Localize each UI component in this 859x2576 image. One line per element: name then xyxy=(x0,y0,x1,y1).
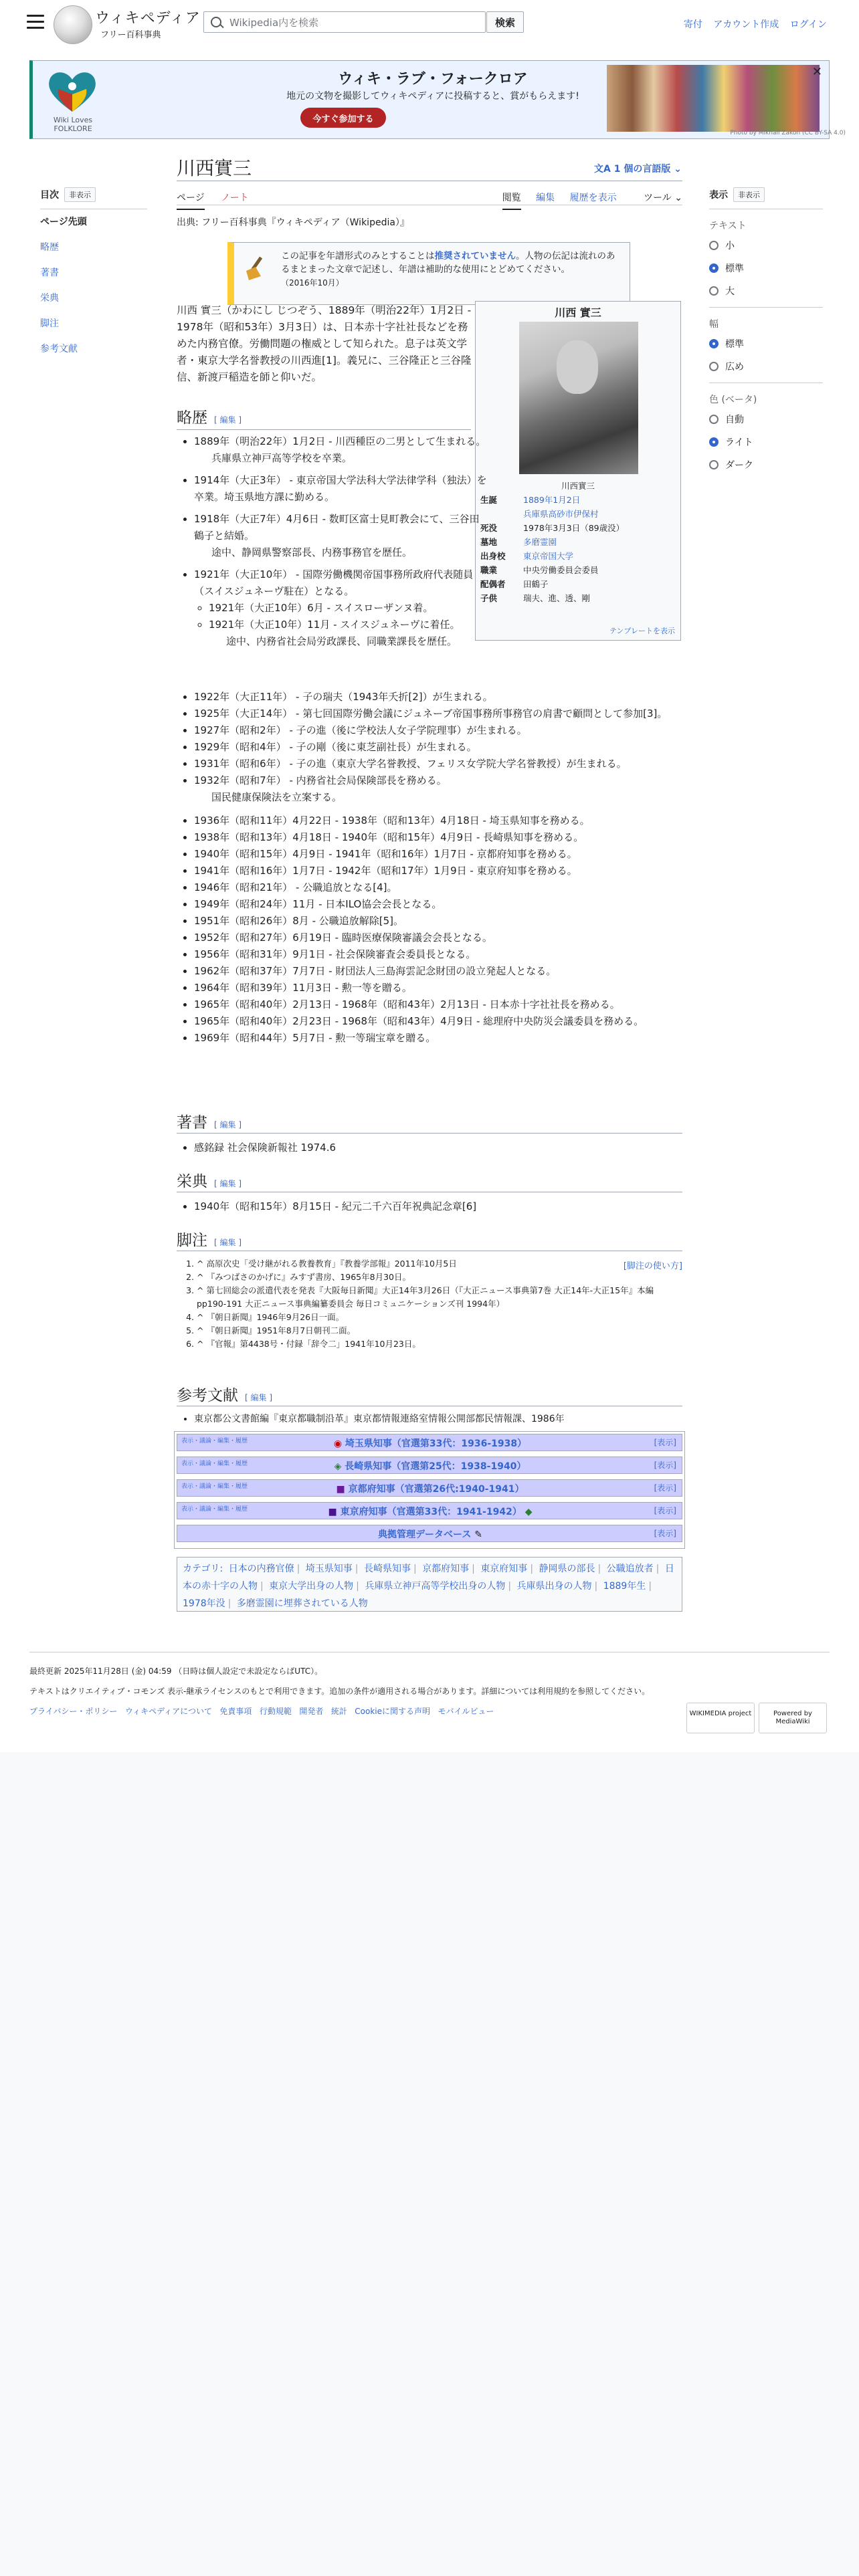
list-item-text: 1964年（昭和39年）11月3日 - 勲一等を贈る。 xyxy=(194,982,412,994)
list-item xyxy=(194,511,488,561)
footer-link[interactable]: 行動規範 xyxy=(259,1707,292,1716)
maintenance-notice xyxy=(227,242,630,305)
infobox-title: 川西 實三 xyxy=(555,306,601,319)
notes-list xyxy=(177,1257,665,1351)
section-heading-refs xyxy=(177,1383,272,1405)
list-item xyxy=(194,1013,702,1030)
lead-paragraph: 川西 實三（かわにし じつぞう、1889年（明治22年）1月2日 - 1978年（昭和53年）3月3日）は、日本赤十字社社長などを務めた内務官僚。労働問題の権威として知られた。息子は英文学者・東京大学名誉教授の川西進[1]。義兄に、三谷隆正と三谷隆信、新渡戸稲造を師と仰いだ。 xyxy=(177,304,472,383)
navbox-title-link[interactable]: 長崎県知事（官選第25代：1938-1940） xyxy=(345,1461,527,1472)
footer-links xyxy=(29,1701,672,1721)
list-item xyxy=(194,433,488,467)
banner-photo-caption: Photo by Mikhail Zakon (CC BY-SA 4.0) xyxy=(730,130,846,136)
infobox-key: 配偶者 xyxy=(480,579,506,589)
flag-icon: ◆ xyxy=(521,1507,533,1517)
view-tabs xyxy=(490,191,682,204)
category-link[interactable]: 静岡県の部長 xyxy=(539,1564,595,1574)
category-link[interactable]: 1889年生 xyxy=(603,1581,646,1592)
footer-link[interactable]: 免責事項 xyxy=(219,1707,252,1716)
list-item xyxy=(194,566,488,650)
logo-title: ウィキペディア xyxy=(95,10,201,27)
navbox-vte-links[interactable]: 表示・議論・編集・履歴 xyxy=(181,1483,248,1490)
list-item-text: 1918年（大正7年）4月6日 - 数町区富士見町教会にて、三谷田鶴子と結婚。 xyxy=(194,513,480,542)
toc-heading xyxy=(40,187,147,202)
separator: | xyxy=(648,1581,652,1592)
tab-tools-label: ツール xyxy=(644,193,672,203)
navbox-title[interactable] xyxy=(177,1482,683,1495)
search-box xyxy=(203,11,486,33)
navbox xyxy=(177,1502,682,1519)
list-item-text: 1914年（大正3年） - 東京帝国大学法科大学法律学科（独法）を卒業。埼玉県地方課に勤める。 xyxy=(194,474,487,503)
infobox-key: 死没 xyxy=(480,523,498,533)
tab-read[interactable]: 閲覧 xyxy=(502,193,521,210)
infobox-row xyxy=(480,563,678,577)
notes-help-link[interactable]: [脚注の使い方] xyxy=(623,1261,682,1271)
tab-tools[interactable]: ツール ⌄ xyxy=(644,193,682,203)
radio-label: 広め xyxy=(725,362,744,372)
infobox-value: 中央労働委員会委員 xyxy=(523,565,599,575)
category-link[interactable]: 兵庫県立神戸高等学校出身の人物 xyxy=(365,1581,506,1592)
edit-label: 編集 xyxy=(219,1179,236,1188)
infobox-value[interactable]: 1889年1月2日 xyxy=(523,495,581,505)
list-item-text: 1962年（昭和37年）7月7日 - 財団法人三島海雲記念財団の設立発起人となる。 xyxy=(194,965,557,977)
infobox-row xyxy=(480,591,678,605)
radio-label: 小 xyxy=(725,241,735,251)
category-link[interactable]: 日本の赤十字の人物 xyxy=(183,1564,674,1592)
radio-width-wide[interactable] xyxy=(709,360,823,373)
appearance-heading xyxy=(709,187,823,202)
navbox xyxy=(177,1457,682,1474)
search-icon xyxy=(211,17,221,27)
navbox-show-button[interactable]: [表示] xyxy=(654,1483,676,1493)
list-item-sub: 途中、内務省社会局労政課長、同職業課長を歴任。 xyxy=(226,635,458,647)
list-item xyxy=(194,706,702,722)
list-item-text: 1925年（大正14年） - 第七回国際労働会議にジュネーブ帝国事務所事務官の肩書で顧問として参加[3]。 xyxy=(194,708,668,720)
category-link[interactable]: 兵庫県出身の人物 xyxy=(516,1581,592,1592)
navbox-vte-links[interactable]: 表示・議論・編集・履歴 xyxy=(181,1461,248,1467)
flag-icon: ■ xyxy=(328,1507,341,1517)
license-text: テキストはクリエイティブ・コモンズ 表示-継承ライセンスのもとで利用できます。追加の条件が適用される場合があります。詳細については利用規約を参照してください。 xyxy=(29,1687,650,1696)
edit-label: 編集 xyxy=(250,1393,267,1402)
radio-text-small[interactable] xyxy=(709,239,823,252)
list-item xyxy=(194,879,702,896)
section-heading-notes xyxy=(177,1228,242,1250)
toc-item-refs[interactable]: 参考文献 xyxy=(40,344,78,354)
category-link[interactable]: 京都府知事 xyxy=(422,1564,470,1574)
navbox-show-button[interactable]: [表示] xyxy=(654,1506,676,1515)
separator: | xyxy=(472,1564,475,1574)
infobox-row xyxy=(480,577,678,591)
honors-list xyxy=(177,1198,702,1215)
radio-text-large[interactable] xyxy=(709,284,823,298)
career-list-b xyxy=(177,689,702,1047)
list-item-text: 1936年（昭和11年）4月22日 - 1938年（昭和13年）4月18日 - 埼玉県知事を務める。 xyxy=(194,815,590,827)
list-item-text: 1929年（昭和4年） - 子の剛（後に東芝副社長）が生まれる。 xyxy=(194,741,477,753)
navbox-show-button[interactable]: [表示] xyxy=(654,1529,676,1538)
login-link[interactable]: ログイン xyxy=(789,19,827,30)
section-title: 参考文献 xyxy=(177,1387,238,1404)
logo-subtitle: フリー百科事典 xyxy=(100,30,161,40)
footer-link[interactable]: プライバシー・ポリシー xyxy=(29,1707,118,1716)
mediawiki-badge[interactable]: Powered by MediaWiki xyxy=(759,1703,827,1733)
infobox-value: 1978年3月3日（89歳没） xyxy=(523,523,625,533)
divider xyxy=(177,1133,682,1134)
tab-edit[interactable]: 編集 xyxy=(536,193,555,203)
radio-width-standard[interactable] xyxy=(709,337,823,350)
navbox xyxy=(177,1479,682,1497)
category-link[interactable]: 公職追放者 xyxy=(606,1564,654,1574)
navbox-title-link[interactable]: 埼玉県知事（官選第33代：1936-1938） xyxy=(345,1438,527,1449)
list-item xyxy=(194,829,702,846)
list-item xyxy=(194,846,702,863)
navbox-title[interactable] xyxy=(177,1436,683,1450)
list-item-text: 1940年（昭和15年）4月9日 - 1941年（昭和16年）1月7日 - 京都府知事を務める。 xyxy=(194,848,577,860)
list-item-text: 1969年（昭和44年）5月7日 - 勲一等瑞宝章を贈る。 xyxy=(194,1032,436,1044)
radio-label: 自動 xyxy=(725,415,744,425)
infobox-key: 墓地 xyxy=(480,537,498,547)
list-item xyxy=(194,980,702,996)
nested-list xyxy=(194,600,488,650)
navbox-title-link[interactable]: 典拠管理データベース xyxy=(378,1529,472,1540)
category-link[interactable]: 1978年没 xyxy=(183,1598,225,1609)
list-item-sub: 途中、静岡県警察部長、内務事務官を歴任。 xyxy=(211,546,413,558)
appearance-panel xyxy=(709,187,823,481)
infobox-key: 生誕 xyxy=(480,495,498,505)
list-item-text: 1921年（大正10年）6月 - スイスローザンヌ着。 xyxy=(209,602,434,614)
toc-item-notes[interactable]: 脚注 xyxy=(40,318,59,329)
site-header xyxy=(0,0,859,47)
navbox xyxy=(177,1525,682,1542)
list-item xyxy=(194,739,702,756)
user-links xyxy=(676,17,827,31)
list-item: 1. ^ 高原次史「受け継がれる教養教育」『教養学部報』2011年10月5日 xyxy=(197,1257,665,1271)
list-item-sub: 兵庫県立神戸高等学校を卒業。 xyxy=(211,452,353,464)
logo-wordmark[interactable] xyxy=(95,7,201,40)
infobox-row xyxy=(480,549,678,563)
separator: | xyxy=(296,1564,300,1574)
wikimedia-badge[interactable]: WIKIMEDIA project xyxy=(686,1703,755,1733)
list-item-text: 1949年（昭和24年）11月 - 日本ILO協会会長となる。 xyxy=(194,898,442,910)
list-item xyxy=(194,996,702,1013)
category-link[interactable]: 埼玉県知事 xyxy=(305,1564,353,1574)
list-item-text: 1931年（昭和6年） - 子の進（東京大学名誉教授、フェリス女学院大学名誉教授）が生まれる。 xyxy=(194,758,627,770)
list-item xyxy=(194,863,702,879)
navbox-title-link[interactable]: 東京府知事（官選第33代：1941-1942） xyxy=(340,1507,522,1517)
section-heading-books xyxy=(177,1110,242,1132)
page-footer xyxy=(29,1661,672,1721)
appearance-hide-button[interactable]: 非表示 xyxy=(733,187,765,202)
navbox-show-button[interactable]: [表示] xyxy=(654,1438,676,1447)
list-item-text: 1938年（昭和13年）4月18日 - 1940年（昭和15年）4月9日 - 長崎県知事を務める。 xyxy=(194,831,584,843)
list-item: • 東京都公文書館編『東京都職制沿革』東京都情報連絡室情報公開部都民情報課、1986年 xyxy=(194,1411,702,1428)
tab-talk[interactable]: ノート xyxy=(221,193,249,203)
section-edit-link[interactable]: [ 編集 ] xyxy=(214,1179,242,1188)
search-input[interactable] xyxy=(228,15,478,31)
category-link[interactable]: 東京大学出身の人物 xyxy=(269,1581,354,1592)
site-sub: 出典: フリー百科事典『ウィキペディア（Wikipedia）』 xyxy=(177,217,409,228)
radio-color-dark[interactable] xyxy=(709,458,823,471)
section-edit-link[interactable]: [ 編集 ] xyxy=(214,1238,242,1247)
edit-label: 編集 xyxy=(219,1120,236,1130)
list-item: • 1940年（昭和15年）8月15日 - 紀元二千六百年祝典記念章[6] xyxy=(194,1198,702,1215)
flag-icon: ■ xyxy=(336,1484,349,1495)
list-item-text: 1889年（明治22年）1月2日 - 川西種臣の二男として生まれる。 xyxy=(194,435,486,447)
section-title: 脚注 xyxy=(177,1232,207,1249)
infobox-key: 子供 xyxy=(480,593,498,603)
width-label: 幅 xyxy=(709,319,719,330)
career-list-a xyxy=(177,433,488,650)
list-item xyxy=(194,913,702,930)
radio-text-standard[interactable] xyxy=(709,261,823,275)
navbox-title[interactable] xyxy=(177,1505,683,1518)
list-item: 5. ^ 『朝日新聞』1951年8月7日朝刊二面。 xyxy=(197,1324,665,1337)
translate-icon: 文A xyxy=(594,164,614,175)
list-item xyxy=(194,472,488,506)
separator: | xyxy=(413,1564,417,1574)
section-edit-link[interactable]: [ 編集 ] xyxy=(214,1120,242,1130)
category-link[interactable]: 東京府知事 xyxy=(480,1564,528,1574)
page-title: 川西實三 xyxy=(177,157,252,179)
list-item xyxy=(194,772,702,806)
list-item xyxy=(209,600,488,617)
radio-color-light[interactable] xyxy=(709,435,823,449)
infobox-table xyxy=(480,493,678,605)
portrait-photo[interactable] xyxy=(519,322,638,474)
tab-history[interactable]: 履歴を表示 xyxy=(569,193,617,203)
navbox-title[interactable] xyxy=(177,1459,683,1473)
toc-item-honors[interactable]: 栄典 xyxy=(40,293,59,304)
list-item xyxy=(194,756,702,772)
list-item-text: 1927年（昭和2年） - 子の進（後に学校法人女子学院理事）が生まれる。 xyxy=(194,724,527,736)
broom-icon xyxy=(242,255,269,282)
wikipedia-globe-logo[interactable] xyxy=(54,5,92,44)
list-item: 2. ^ 『みつばさのかげに』みすず書房、1965年8月30日。 xyxy=(197,1271,665,1284)
chevron-down-icon: ⌄ xyxy=(670,164,682,175)
category-link[interactable]: 多磨霊園に埋葬されている人物 xyxy=(236,1598,368,1609)
separator: | xyxy=(260,1581,264,1592)
categories-label[interactable]: カテゴリ: xyxy=(183,1564,223,1574)
list-item-text: 1965年（昭和40年）2月23日 - 1968年（昭和43年）4月9日 - 総理府中央防災会議委員を務める。 xyxy=(194,1015,644,1027)
template-link-label[interactable]: テンプレートを表示 xyxy=(609,627,675,635)
list-item xyxy=(209,617,488,650)
toc-hide-button[interactable]: 非表示 xyxy=(64,187,96,202)
list-item-text: 1932年（昭和7年） - 内務省社会局保険部長を務める。 xyxy=(194,774,447,786)
infobox-value[interactable]: 多磨霊園 xyxy=(523,537,557,547)
list-item-text: 1956年（昭和31年）9月1日 - 社会保険審査会委員長となる。 xyxy=(194,948,476,960)
infobox-value[interactable]: 東京帝国大学 xyxy=(523,551,574,561)
list-item xyxy=(194,946,702,963)
notice-link[interactable]: 推奨されていません xyxy=(434,251,516,261)
list-item xyxy=(194,722,702,739)
template-link[interactable] xyxy=(609,625,675,636)
list-item xyxy=(194,1030,702,1047)
notice-text-2: 。人物の伝記は流れのあるまとまった文章で記述し、年譜は補助的な使用にとどめてください。 xyxy=(281,251,615,275)
section-title: 著書 xyxy=(177,1114,207,1132)
list-item xyxy=(194,963,702,980)
radio-label: 標準 xyxy=(725,339,744,350)
infobox-key: 職業 xyxy=(480,565,498,575)
banner-logo-text: Wiki Loves FOLKLORE xyxy=(53,116,93,133)
pencil-icon[interactable]: ✎ xyxy=(471,1529,482,1540)
toc-title: 目次 xyxy=(40,190,59,201)
list-item xyxy=(194,930,702,946)
separator: | xyxy=(597,1564,601,1574)
divider xyxy=(177,429,471,430)
language-button[interactable] xyxy=(594,162,682,175)
infobox-row xyxy=(480,493,678,507)
join-now-button[interactable]: 今すぐ参加する xyxy=(300,108,386,128)
section-title: 略歴 xyxy=(177,409,207,427)
text-size-label: テキスト xyxy=(709,221,747,231)
footer-link[interactable]: 開発者 xyxy=(299,1707,324,1716)
notice-text-1: この記事を年譜形式のみとすることは xyxy=(281,251,435,261)
section-edit-link[interactable]: [ 編集 ] xyxy=(214,415,242,425)
edit-label: 編集 xyxy=(219,415,236,425)
footer-link[interactable]: 統計 xyxy=(330,1707,347,1716)
namespace-tabs xyxy=(177,191,262,204)
list-item xyxy=(194,813,702,829)
appearance-title: 表示 xyxy=(709,190,728,201)
separator: | xyxy=(530,1564,534,1574)
radio-label: ダーク xyxy=(725,460,753,471)
table-of-contents xyxy=(40,187,147,367)
category-link[interactable]: 長崎県知事 xyxy=(363,1564,411,1574)
list-item-text: 1922年（大正11年） - 子の瑞夫（1943年夭折[2]）が生まれる。 xyxy=(194,691,493,703)
close-icon[interactable]: ✕ xyxy=(812,65,822,79)
books-list xyxy=(177,1140,702,1156)
radio-label: 標準 xyxy=(725,263,744,274)
infobox-value: 瑞夫、進、透、剛 xyxy=(523,593,591,603)
toc-item-books[interactable]: 著書 xyxy=(40,267,59,278)
category-box xyxy=(177,1557,682,1612)
notice-text xyxy=(281,249,622,290)
radio-label: 大 xyxy=(725,286,735,297)
category-link[interactable]: 日本の内務官僚 xyxy=(228,1564,294,1574)
navbox-show-button[interactable]: [表示] xyxy=(654,1461,676,1470)
infobox-value: 田鶴子 xyxy=(523,579,549,589)
color-label: 色 (ベータ) xyxy=(709,395,757,405)
toc-item-top[interactable]: ページ先頭 xyxy=(40,217,87,227)
section-heading-honors xyxy=(177,1169,242,1191)
list-item-text: 1941年（昭和16年）1月7日 - 1942年（昭和17年）1月9日 - 東京府知事を務める。 xyxy=(194,865,577,877)
section-heading-career xyxy=(177,405,242,427)
notice-date: （2016年10月） xyxy=(281,278,344,288)
separator: | xyxy=(508,1581,512,1592)
infobox xyxy=(475,301,681,641)
flag-icon: ◉ xyxy=(333,1438,345,1449)
navbox-vte-links[interactable]: 表示・議論・編集・履歴 xyxy=(181,1506,248,1513)
flag-icon: ◈ xyxy=(334,1461,345,1472)
radio-color-auto[interactable] xyxy=(709,413,823,426)
list-item: 4. ^ 『朝日新聞』1946年9月26日一面。 xyxy=(197,1311,665,1324)
create-account-link[interactable]: アカウント作成 xyxy=(713,19,779,30)
banner-title: ウィキ・ラブ・フォークロア xyxy=(338,71,528,88)
last-edited: 最終更新 2025年11月28日 (金) 04:59 （日時は個人設定で未設定ならばUTC）。 xyxy=(29,1667,323,1676)
list-item: 3. ^ 第七回総会の派遣代表を発表『大阪毎日新聞』大正14年3月26日（『大正ニュース事典第7巻 大正14年-大正15年』本編pp190-191 大正ニュース事典編纂委員会 毎日コミュニケーションズ刊 1994年） xyxy=(197,1284,665,1311)
footer-link[interactable]: Cookieに関する声明 xyxy=(355,1707,431,1716)
infobox-key: 出身校 xyxy=(480,551,506,561)
refs-list xyxy=(177,1411,702,1428)
infobox-row xyxy=(480,521,678,535)
navbox-title-link[interactable]: 京都府知事（官選第26代:1940-1941） xyxy=(348,1484,524,1495)
separator: | xyxy=(227,1598,231,1609)
navbox xyxy=(177,1434,682,1451)
footer-link[interactable]: モバイルビュー xyxy=(438,1707,494,1716)
banner-photo xyxy=(607,65,820,132)
list-item-text: 1951年（昭和26年）8月 - 公職追放解除[5]。 xyxy=(194,915,404,927)
portrait-face xyxy=(557,340,598,394)
edit-label: 編集 xyxy=(219,1238,236,1247)
list-item-text: 1952年（昭和27年）6月19日 - 臨時医療保険審議会会長となる。 xyxy=(194,932,492,944)
footer-link[interactable]: ウィキペディアについて xyxy=(124,1707,212,1716)
list-item: 6. ^ 『官報』第4438号・付録「辞令二」1941年10月23日。 xyxy=(197,1337,665,1351)
list-item-text: 1965年（昭和40年）2月13日 - 1968年（昭和43年）2月13日 - 日本赤十字社社長を務める。 xyxy=(194,998,620,1010)
separator: | xyxy=(355,1564,359,1574)
tab-page[interactable]: ページ xyxy=(177,193,205,210)
infobox-caption: 川西實三 xyxy=(561,481,595,491)
section-edit-link[interactable]: [ 編集 ] xyxy=(245,1393,273,1402)
list-item xyxy=(194,689,702,706)
language-button-label: 1 個の言語版 xyxy=(613,164,671,175)
list-item-text: 1921年（大正10年）11月 - スイスジュネーヴに着任。 xyxy=(209,619,460,631)
banner-subtitle: 地元の文物を撮影してウィキペディアに投稿すると、賞がもらえます! xyxy=(286,91,579,102)
separator: | xyxy=(594,1581,598,1592)
section-title: 栄典 xyxy=(177,1173,207,1190)
separator: | xyxy=(656,1564,660,1574)
list-item-sub: 国民健康保険法を立案する。 xyxy=(211,791,343,803)
infobox-value[interactable]: 兵庫県高砂市伊保村 xyxy=(523,509,599,519)
toc-item-career[interactable]: 略歴 xyxy=(40,242,59,253)
infobox-row xyxy=(480,535,678,549)
list-item-text: 1921年（大正10年） - 国際労働機関帝国事務所政府代表随員（スイスジュネーヴ駐在）となる。 xyxy=(194,568,474,597)
separator: | xyxy=(356,1581,359,1592)
list-item-text: 1946年（昭和21年） - 公職追放となる[4]。 xyxy=(194,881,397,893)
navbox-vte-links[interactable]: 表示・議論・編集・履歴 xyxy=(181,1438,248,1444)
list-item: • 感銘録 社会保険新報社 1974.6 xyxy=(194,1140,702,1156)
list-item xyxy=(194,896,702,913)
navbox-title[interactable] xyxy=(177,1527,683,1541)
divider xyxy=(709,307,823,308)
campaign-banner xyxy=(29,60,830,139)
radio-label: ライト xyxy=(725,437,753,448)
infobox-row xyxy=(480,507,678,521)
main-menu-icon[interactable] xyxy=(27,15,44,29)
donate-link[interactable]: 寄付 xyxy=(683,19,702,30)
search-button[interactable]: 検索 xyxy=(486,11,524,33)
